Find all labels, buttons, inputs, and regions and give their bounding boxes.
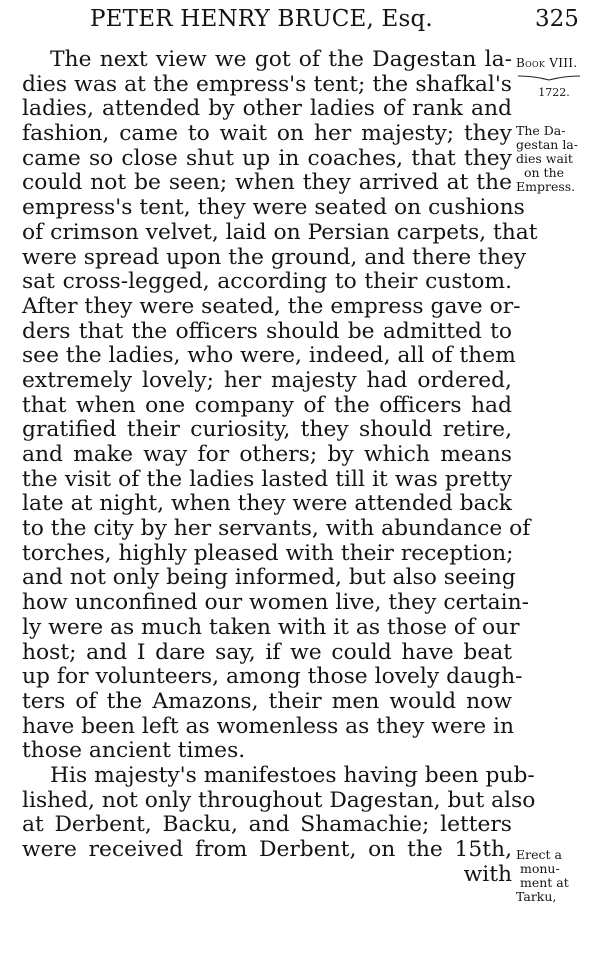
- text-line: ladies, attended by other ladies of rank and: [22, 96, 512, 122]
- margin-note-line: The Da-: [516, 123, 566, 138]
- body-text: [22, 47, 538, 887]
- margin-note-line: gestan la-: [516, 137, 578, 152]
- margin-note-line: ment at: [520, 875, 569, 890]
- catchword: with: [463, 861, 512, 887]
- text-line: came so close shut up in coaches, that they: [22, 145, 512, 171]
- text-line: extremely lovely; her majesty had ordered,: [22, 367, 512, 393]
- brace-rule: [516, 75, 582, 81]
- margin-note-monument: [516, 848, 592, 904]
- text-line: could not be seen; when they arrived at the: [22, 170, 512, 196]
- year-label: 1722.: [538, 86, 570, 99]
- page-number: 325: [535, 6, 579, 32]
- margin-note-line: monu-: [520, 861, 560, 876]
- text-line: host; and I dare say, if we could have beat: [22, 639, 512, 665]
- margin-note-line: Tarku,: [516, 889, 557, 904]
- margin-note-dagestan-ladies: [516, 124, 592, 194]
- text-line: After they were seated, the empress gave or-: [22, 293, 521, 319]
- text-line: how unconfined our women live, they certain-: [22, 590, 529, 616]
- text-line: at Derbent, Backu, and Shamachie; letters: [22, 812, 512, 838]
- margin-note-line: dies wait: [516, 151, 573, 166]
- text-line: were spread upon the ground, and there they: [22, 244, 527, 270]
- text-line: of crimson velvet, laid on Persian carpets, that: [22, 219, 538, 245]
- text-line: sat cross-legged, according to their custom.: [22, 269, 512, 295]
- text-line: ly were as much taken with it as those of our: [22, 614, 520, 640]
- text-line: torches, highly pleased with their reception;: [22, 540, 514, 566]
- text-line: lished, not only throughout Dagestan, but also: [22, 787, 536, 813]
- margin-book-note: [516, 56, 592, 100]
- text-line: His majesty's manifestoes having been pub-: [50, 762, 535, 788]
- text-line: were received from Derbent, on the 15th,: [22, 837, 512, 862]
- text-line: empress's tent, they were seated on cushions: [22, 195, 525, 221]
- text-line: ders that the officers should be admitted to: [22, 318, 512, 344]
- text-line: to the city by her servants, with abundance of: [22, 516, 531, 542]
- text-line: up for volunteers, among those lovely daugh-: [22, 664, 523, 690]
- text-line: late at night, when they were attended back: [22, 491, 512, 517]
- text-line: see the ladies, who were, indeed, all of them: [22, 343, 516, 369]
- text-line: have been left as womenless as they were in: [22, 713, 515, 739]
- text-line: gratified their curiosity, they should retire,: [22, 417, 512, 443]
- text-line: the visit of the ladies lasted till it was pretty: [22, 466, 512, 492]
- running-title: PETER HENRY BRUCE, Esq.: [90, 6, 433, 32]
- text-line: those ancient times.: [22, 738, 246, 764]
- margin-note-line: Erect a: [516, 847, 562, 862]
- text-line: and not only being informed, but also seeing: [22, 565, 516, 591]
- text-line: dies was at the empress's tent; the shafkal's: [22, 71, 512, 97]
- text-line: ters of the Amazons, their men would now: [22, 688, 512, 714]
- text-line: The next view we got of the Dagestan la-: [50, 47, 512, 72]
- margin-note-line: Empress.: [516, 179, 576, 194]
- text-line: that when one company of the officers had: [22, 392, 512, 418]
- text-line: and make way for others; by which means: [22, 442, 512, 467]
- margin-note-line: on the: [524, 165, 565, 180]
- text-line: fashion, came to wait on her majesty; they: [22, 121, 512, 147]
- book-label: Book VIII.: [516, 56, 578, 70]
